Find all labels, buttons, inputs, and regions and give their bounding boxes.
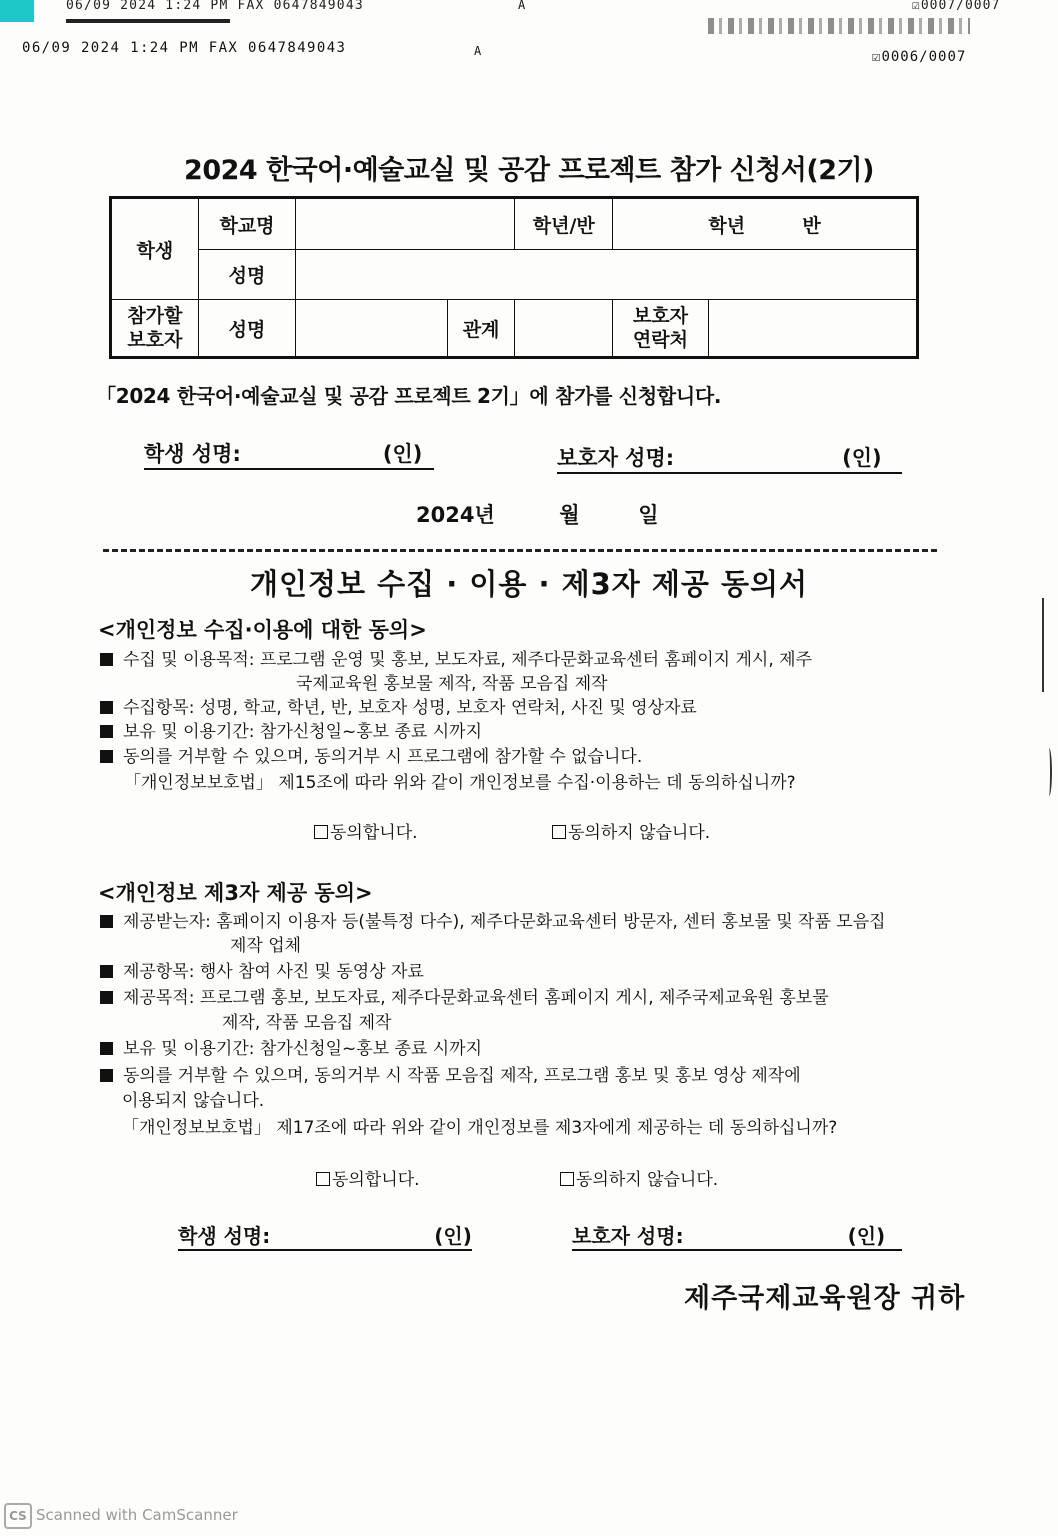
third-party-agree-checkbox[interactable]: 동의합니다. bbox=[316, 1165, 420, 1190]
bullet-square-icon bbox=[100, 653, 113, 666]
bullet-square-icon bbox=[100, 725, 113, 738]
collection-item-cont: 국제교육원 홍보물 제작, 작품 모음집 제작 bbox=[296, 674, 608, 694]
relation-field[interactable] bbox=[515, 300, 613, 358]
addressee: 제주국제교육원장 귀하 bbox=[684, 1283, 966, 1314]
student-signature-line-2[interactable] bbox=[178, 1220, 472, 1251]
bullet-square-icon bbox=[100, 1042, 113, 1055]
date-month: 월 bbox=[559, 503, 580, 527]
fax-header-page: ☑0006/0007 bbox=[872, 49, 967, 65]
student-name-field[interactable] bbox=[296, 250, 918, 300]
date-year: 2024년 bbox=[416, 503, 495, 527]
student-name-label: 성명 bbox=[198, 250, 296, 300]
collection-item: 동의를 거부할 수 있으며, 동의거부 시 프로그램에 참가할 수 없습니다. bbox=[100, 745, 642, 769]
grade-class-field[interactable] bbox=[613, 198, 918, 250]
guardian-signature-line-2[interactable] bbox=[572, 1220, 902, 1251]
checkbox-icon bbox=[316, 1172, 330, 1186]
third-party-item: 동의를 거부할 수 있으며, 동의거부 시 작품 모음집 제작, 프로그램 홍보 및 홍보 영상 제작에 bbox=[100, 1064, 801, 1088]
guardian-contact-label: 보호자 연락처 bbox=[613, 300, 709, 358]
third-party-law: 「개인정보보호법」 제17조에 따라 위와 같이 개인정보를 제3자에게 제공하는 데 동의하십니까? bbox=[122, 1118, 838, 1138]
fax-header-marker: A bbox=[474, 44, 482, 58]
student-seal: (인) bbox=[434, 1224, 472, 1248]
third-party-item: 보유 및 이용기간: 참가신청일~홍보 종료 시까지 bbox=[100, 1037, 482, 1061]
collection-item: 수집 및 이용목적: 프로그램 운영 및 홍보, 보도자료, 제주다문화교육센터 홈페이지 게시, 제주 bbox=[100, 648, 812, 672]
guardian-name-field[interactable] bbox=[296, 300, 447, 358]
collection-heading: <개인정보 수집·이용에 대한 동의> bbox=[98, 618, 427, 642]
bullet-square-icon bbox=[100, 750, 113, 763]
third-party-item: 제공받는자: 홈페이지 이용자 등(불특정 다수), 제주다문화교육센터 방문자, 센터 홍보물 및 작품 모음집 bbox=[100, 910, 886, 934]
grade-label: 학년 bbox=[708, 214, 746, 237]
fax-header: 06/09 2024 1:24 PM FAX 0647849043 bbox=[22, 40, 347, 56]
apply-statement: 「2024 한국어·예술교실 및 공감 프로젝트 2기」에 참가를 신청합니다. bbox=[96, 384, 722, 408]
guardian-name-label: 성명 bbox=[198, 300, 296, 358]
fax-noise bbox=[708, 18, 970, 34]
fax-header-bar bbox=[66, 19, 230, 23]
checkbox-icon bbox=[560, 1172, 574, 1186]
collection-law: 「개인정보보호법」 제15조에 따라 위와 같이 개인정보를 수집·이용하는 데 동의하십니까? bbox=[124, 773, 796, 793]
third-party-item-cont: 제작 업체 bbox=[230, 936, 302, 956]
form-title: 2024 한국어·예술교실 및 공감 프로젝트 참가 신청서(2기) bbox=[184, 155, 874, 186]
third-party-item-cont: 제작, 작품 모음집 제작 bbox=[222, 1013, 392, 1033]
collection-agree-checkbox[interactable]: 동의합니다. bbox=[314, 818, 418, 843]
guardian-contact-field[interactable] bbox=[708, 300, 917, 358]
guardian-signature-line[interactable] bbox=[557, 442, 902, 474]
third-party-item: 제공목적: 프로그램 홍보, 보도자료, 제주다문화교육센터 홈페이지 게시, 제주국제교육원 홍보물 bbox=[100, 986, 829, 1010]
relation-label: 관계 bbox=[447, 300, 515, 358]
bullet-square-icon bbox=[100, 965, 113, 978]
third-party-heading: <개인정보 제3자 제공 동의> bbox=[98, 881, 373, 905]
third-party-item-cont: 이용되지 않습니다. bbox=[122, 1091, 265, 1111]
student-signature-line[interactable] bbox=[144, 438, 434, 470]
class-label: 반 bbox=[802, 214, 821, 237]
guardian-seal: (인) bbox=[847, 1224, 886, 1248]
student-label: 학생 bbox=[111, 198, 199, 300]
consent-title: 개인정보 수집 · 이용 · 제3자 제공 동의서 bbox=[249, 567, 809, 601]
school-name-field[interactable] bbox=[296, 198, 515, 250]
checkbox-icon bbox=[314, 825, 328, 839]
collection-disagree-checkbox[interactable]: 동의하지 않습니다. bbox=[552, 818, 710, 843]
bullet-square-icon bbox=[100, 991, 113, 1004]
guardian-label: 참가할 보호자 bbox=[111, 300, 199, 358]
scan-edge-mark bbox=[1042, 598, 1058, 692]
student-signature-label: 학생 성명: bbox=[178, 1224, 271, 1248]
scan-color-mark bbox=[0, 0, 34, 22]
application-date bbox=[416, 499, 659, 529]
student-seal: (인) bbox=[382, 442, 423, 466]
third-party-disagree-checkbox[interactable]: 동의하지 않습니다. bbox=[560, 1165, 718, 1190]
bullet-square-icon bbox=[100, 701, 113, 714]
date-day: 일 bbox=[638, 503, 659, 527]
fax-header-top-page: ☑0007/0007 bbox=[912, 0, 1001, 13]
grade-class-label: 학년/반 bbox=[515, 198, 613, 250]
application-table bbox=[109, 196, 919, 359]
guardian-signature-label: 보호자 성명: bbox=[572, 1224, 684, 1248]
bullet-square-icon bbox=[100, 915, 113, 928]
school-name-label: 학교명 bbox=[198, 198, 296, 250]
camscanner-logo-icon: CS bbox=[4, 1503, 32, 1529]
scan-edge-mark bbox=[1046, 748, 1052, 796]
guardian-signature-label: 보호자 성명: bbox=[557, 446, 675, 470]
collection-item: 보유 및 이용기간: 참가신청일~홍보 종료 시까지 bbox=[100, 720, 482, 744]
guardian-seal: (인) bbox=[842, 446, 882, 470]
collection-item: 수집항목: 성명, 학교, 학년, 반, 보호자 성명, 보호자 연락처, 사진 및 영상자료 bbox=[100, 696, 697, 720]
student-signature-label: 학생 성명: bbox=[144, 442, 241, 466]
checkbox-icon bbox=[552, 825, 566, 839]
fax-header-top: 06/09 2024 1:24 PM FAX 0647849043 bbox=[66, 0, 364, 13]
third-party-item: 제공항목: 행사 참여 사진 및 동영상 자료 bbox=[100, 960, 424, 984]
cut-line bbox=[103, 549, 937, 552]
scanner-watermark: CS Scanned with CamScanner bbox=[4, 1503, 238, 1529]
fax-header-top-marker: A bbox=[518, 0, 526, 12]
bullet-square-icon bbox=[100, 1069, 113, 1082]
